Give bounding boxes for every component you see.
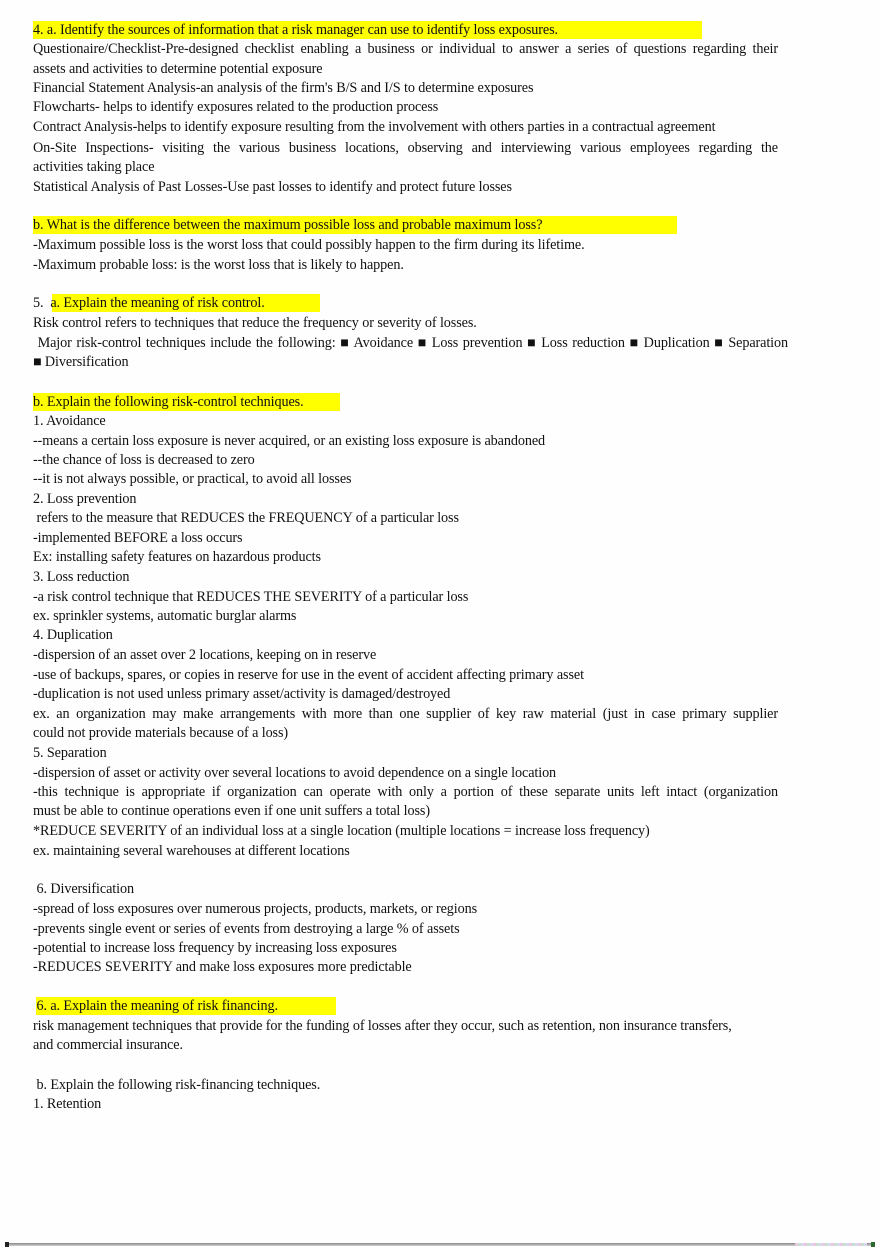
question-5a-heading [33, 294, 265, 312]
page-edge-marker-left [5, 1242, 9, 1247]
technique-line: -potential to increase loss frequency by increasing loss exposures [33, 940, 397, 956]
q4a-line: Questionaire/Checklist-Pre-designed checklist enabling a business or individual to answer a series of questions regarding their [33, 41, 778, 57]
technique-line: -dispersion of an asset over 2 locations, keeping on in reserve [33, 647, 377, 663]
question-5b-heading: b. Explain the following risk-control techniques. [33, 394, 304, 410]
technique-line: --the chance of loss is decreased to zero [33, 452, 255, 468]
technique-title-avoidance: 1. Avoidance [33, 413, 106, 429]
q6a-line: risk management techniques that provide for the funding of losses after they occur, such as retention, non insurance transfers, [33, 1018, 732, 1034]
technique-line: *REDUCE SEVERITY of an individual loss at a single location (multiple locations = increase loss frequency) [33, 823, 650, 839]
technique-line: --means a certain loss exposure is never acquired, or an existing loss exposure is abandoned [33, 433, 546, 449]
technique-line: -REDUCES SEVERITY and make loss exposures more predictable [33, 959, 412, 975]
technique-title-separation: 5. Separation [33, 745, 107, 761]
technique-line: -implemented BEFORE a loss occurs [33, 530, 243, 546]
technique-line: -prevents single event or series of events from destroying a large % of assets [33, 921, 460, 937]
q4a-line: On-Site Inspections- visiting the various business locations, observing and interviewing various employees regarding the [33, 140, 778, 156]
technique-line: ex. an organization may make arrangements with more than one supplier of key raw material (just in case primary supplier [33, 706, 778, 722]
q5a-line: Risk control refers to techniques that reduce the frequency or severity of losses. [33, 315, 477, 331]
q4a-line: assets and activities to determine potential exposure [33, 61, 323, 77]
technique-line: --it is not always possible, or practical, to avoid all losses [33, 471, 352, 487]
page-edge-marker-right [871, 1242, 875, 1247]
technique-line: ex. sprinkler systems, automatic burglar alarms [33, 608, 297, 624]
technique-line: must be able to continue operations even if one unit suffers a total loss) [33, 803, 430, 819]
technique-line: -duplication is not used unless primary asset/activity is damaged/destroyed [33, 686, 451, 702]
technique-line: -this technique is appropriate if organization can operate with only a portion of these separate units left intact (organization [33, 784, 778, 800]
q4b-line: -Maximum possible loss is the worst loss that could possibly happen to the firm during its lifetime. [33, 237, 585, 253]
q6a-line: and commercial insurance. [33, 1037, 183, 1053]
technique-line: -use of backups, spares, or copies in reserve for use in the event of accident affecting primary asset [33, 667, 584, 683]
question-4b-heading: b. What is the difference between the maximum possible loss and probable maximum loss? [33, 217, 543, 233]
technique-title-duplication: 4. Duplication [33, 627, 113, 643]
q4a-line: activities taking place [33, 159, 155, 175]
technique-title-loss-prevention: 2. Loss prevention [33, 491, 137, 507]
q5a-techniques-list: Major risk-control techniques include the following: ■ Avoidance ■ Loss prevention ■ Loss reduction ■ Duplication ■ Separation [33, 335, 789, 351]
page-bottom-edge-artifact [795, 1243, 867, 1246]
question-4a-heading: 4. a. Identify the sources of information that a risk manager can use to identify loss exposures. [33, 22, 558, 38]
question-6a-heading: 6. a. Explain the meaning of risk financing. [33, 998, 278, 1014]
technique-line: Ex: installing safety features on hazardous products [33, 549, 321, 565]
q4a-line: Statistical Analysis of Past Losses-Use past losses to identify and protect future losses [33, 179, 512, 195]
question-5a-text: a. Explain the meaning of risk control. [50, 295, 265, 311]
q4b-line: -Maximum probable loss: is the worst loss that is likely to happen. [33, 257, 404, 273]
q4a-line: Contract Analysis-helps to identify exposure resulting from the involvement with others parties in a contractual agreement [33, 119, 716, 135]
q5a-line: ■ Diversification [33, 354, 129, 370]
technique-title-diversification: 6. Diversification [33, 881, 134, 897]
technique-line: could not provide materials because of a loss) [33, 725, 289, 741]
q4a-line: Flowcharts- helps to identify exposures related to the production process [33, 99, 439, 115]
q6b-line: 1. Retention [33, 1096, 102, 1112]
technique-line: refers to the measure that REDUCES the FREQUENCY of a particular loss [33, 510, 459, 526]
technique-line: -dispersion of asset or activity over several locations to avoid dependence on a single location [33, 765, 557, 781]
page-bottom-edge [6, 1243, 874, 1246]
question-6b-heading: b. Explain the following risk-financing techniques. [33, 1077, 321, 1093]
technique-line: -a risk control technique that REDUCES THE SEVERITY of a particular loss [33, 589, 469, 605]
technique-line: -spread of loss exposures over numerous projects, products, markets, or regions [33, 901, 478, 917]
q4a-line: Financial Statement Analysis-an analysis of the firm's B/S and I/S to determine exposures [33, 80, 534, 96]
question-5-number: 5. [33, 295, 51, 311]
technique-title-loss-reduction: 3. Loss reduction [33, 569, 130, 585]
technique-line: ex. maintaining several warehouses at different locations [33, 843, 350, 859]
